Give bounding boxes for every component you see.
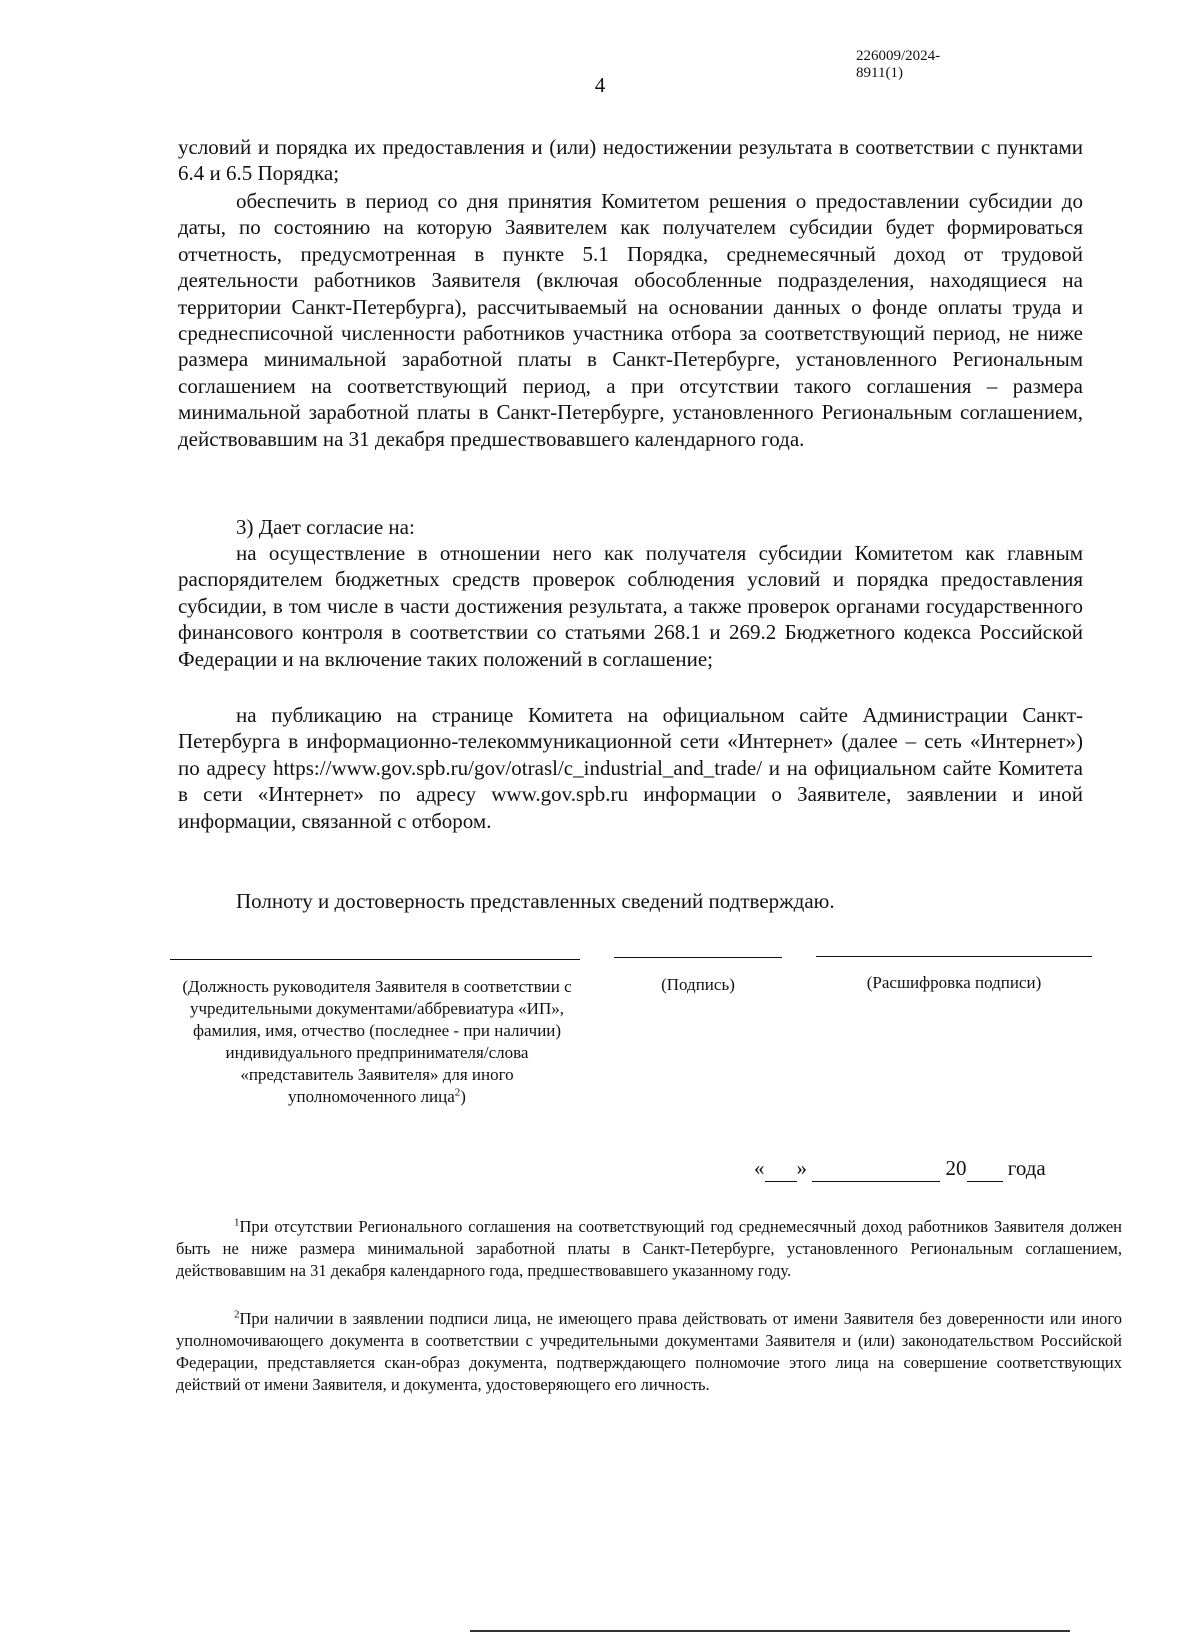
signature-caption: (Подпись) bbox=[661, 975, 735, 994]
day-blank bbox=[765, 1156, 797, 1182]
signature-line bbox=[614, 957, 782, 958]
date-close-quote: » bbox=[796, 1156, 807, 1180]
paragraph-consent-heading: 3) Дает согласие на: bbox=[236, 515, 415, 539]
page-bottom-rule bbox=[470, 1630, 1070, 1632]
year-blank bbox=[967, 1156, 1003, 1182]
date-open-quote: « bbox=[754, 1156, 765, 1180]
footnote-2: $^2$При наличии в заявлении подписи лица, не имеющего права действовать от имени Заявителя без доверенности или иного уполномочивающего документа в соответствии с учредительными документами Заявителя и (или) законодательством Российской Федерации, представляется скан-образ документа, подтверждающего полномочие этого лица на совершение соответствующих действий от имени Заявителя, и документа, удостоверяющего его личность. bbox=[176, 1308, 1122, 1394]
confirmation-statement: Полноту и достоверность представленных сведений подтверждаю. bbox=[236, 889, 835, 913]
position-signature-line bbox=[170, 959, 580, 960]
document-number: 226009/2024-8911(1) bbox=[856, 48, 941, 81]
footnote-1-mark: 1 bbox=[234, 1216, 240, 1229]
month-blank bbox=[812, 1156, 940, 1182]
signature-decoding-caption: (Расшифровка подписи) bbox=[866, 973, 1042, 992]
signature-decoding-line bbox=[816, 956, 1092, 957]
footnote-1: $^1$При отсутствии Регионального соглашения на соответствующий год среднемесячный доход работников Заявителя должен быть не ниже размера минимальной заработной платы в Санкт-Петербурге, установленного Региональным соглашением, действовавшим на 31 декабря календарного года, предшествовавшего указанному году. bbox=[176, 1216, 1122, 1280]
paragraph-consent-audits: на осуществление в отношении него как получателя субсидии Комитетом как главным распорядителем бюджетных средств проверок соблюдения условий и порядка предоставления субсидии, в том числе в части достижения результата, а также проверок органами государственного финансового контроля в соответствии со статьями 268.1 и 269.2 Бюджетного кодекса Российской Федерации и на включение таких положений в соглашение; bbox=[178, 541, 1083, 671]
footnote-2-mark: 2 bbox=[234, 1308, 240, 1321]
paragraph-consent-publication: на публикацию на странице Комитета на официальном сайте Администрации Санкт-Петербурга в информационно-телекоммуникационной сети «Интернет» (далее – сеть «Интернет») по адресу https://www.gov.spb.ru/gov/otrasl/c_industrial_and_trade/ и на официальном сайте Комитета в сети «Интернет» по адресу www.gov.spb.ru информации о Заявителе, заявлении и иной информации, связанной с отбором. bbox=[178, 703, 1083, 833]
page-number: 4 bbox=[594, 73, 606, 97]
paragraph-average-income: обеспечить в период со дня принятия Комитетом решения о предоставлении субсидии до даты, по состоянию на которую Заявителем как получателем субсидии будет формироваться отчетность, предусмотренная в пункте 5.1 Порядка, среднемесячный доход от трудовой деятельности работников Заявителя (включая обособленные подразделения, находящиеся на территории Санкт-Петербурга), рассчитываемый на основании данных о фонде оплаты труда и среднесписочной численности работников участника отбора за соответствующий период, не ниже размера минимальной заработной платы в Санкт-Петербурге, установленного Региональным соглашением на соответствующий период, а при отсутствии такого соглашения – размера минимальной заработной платы в Санкт-Петербурге, установленного Региональным соглашением, действовавшим на 31 декабря предшествовавшего календарного года. bbox=[178, 189, 1083, 451]
year-suffix: года bbox=[1007, 1156, 1046, 1180]
position-caption: (Должность руководителя Заявителя в соответствии с учредительными документами/аббревиатура «ИП», фамилия, имя, отчество (последнее - при наличии) индивидуального предпринимателя/слова «представитель Заявителя» для иного уполномоченного лица$^2$) bbox=[182, 977, 572, 1106]
paragraph-conditions-end: условий и порядка их предоставления и (или) недостижении результата в соответствии с пунктами 6.4 и 6.5 Порядка; bbox=[178, 135, 1083, 186]
year-prefix: 20 bbox=[945, 1156, 967, 1180]
date-line bbox=[754, 1156, 1087, 1182]
